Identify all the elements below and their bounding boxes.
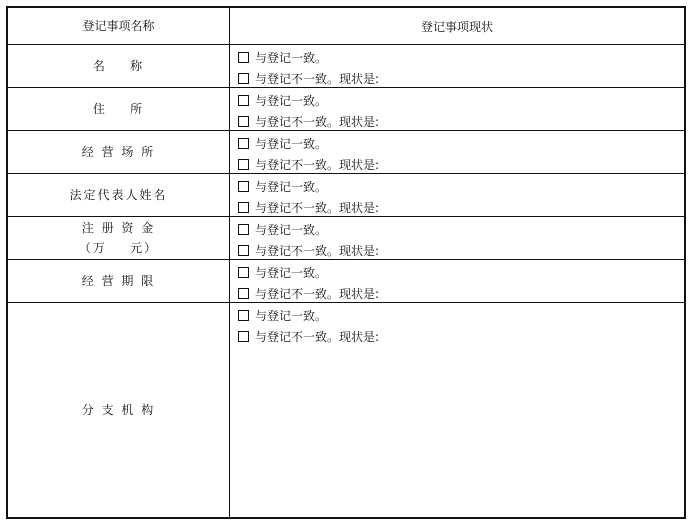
row-label: 住 所 [92,102,145,116]
option-inconsistent[interactable] [238,326,379,346]
option-inconsistent[interactable] [238,283,379,303]
checkbox-icon[interactable] [238,310,249,321]
checkbox-icon[interactable] [238,159,249,170]
option-inconsistent[interactable] [238,154,379,174]
table-row-address [8,88,684,131]
option-inconsistent-label: 与登记不一致。现状是: [255,114,380,129]
row-label-cell [8,217,230,259]
row-status-cell [230,260,684,302]
row-label: 分 支 机 构 [81,403,156,417]
option-consistent-label: 与登记一致。 [255,136,328,151]
checkbox-icon[interactable] [238,267,249,278]
row-label-cell [8,303,230,517]
row-status-cell [230,88,684,130]
option-consistent[interactable] [238,305,327,325]
option-consistent-label: 与登记一致。 [255,179,328,194]
row-label-cell [8,88,230,130]
checkbox-icon[interactable] [238,245,249,256]
checkbox-icon[interactable] [238,116,249,127]
option-inconsistent-label: 与登记不一致。现状是: [255,200,380,215]
checkbox-icon[interactable] [238,73,249,84]
checkbox-icon[interactable] [238,224,249,235]
option-consistent[interactable] [238,219,327,239]
checkbox-icon[interactable] [238,181,249,192]
row-label-cell [8,174,230,216]
checkbox-icon[interactable] [238,331,249,342]
row-status-cell [230,131,684,173]
row-status-cell [230,303,684,517]
option-inconsistent-label: 与登记不一致。现状是: [255,329,380,344]
checkbox-icon[interactable] [238,138,249,149]
table-row-legal-representative [8,174,684,217]
option-consistent-label: 与登记一致。 [255,222,328,237]
option-consistent[interactable] [238,90,327,110]
row-label-unit: （万 元） [78,241,159,255]
registration-form-table [6,6,686,519]
row-label: 注 册 资 金 [81,221,156,235]
header-item-name: 登记事项名称 [82,19,155,33]
checkbox-icon[interactable] [238,202,249,213]
option-inconsistent-label: 与登记不一致。现状是: [255,71,380,86]
header-item-status-cell [230,8,684,44]
row-status-cell [230,217,684,259]
row-label-cell [8,45,230,87]
row-label-cell [8,131,230,173]
table-row-branches [8,303,684,517]
row-status-cell [230,45,684,87]
option-inconsistent-label: 与登记不一致。现状是: [255,286,380,301]
header-item-status: 登记事项现状 [420,19,493,34]
checkbox-icon[interactable] [238,95,249,106]
header-item-name-cell [8,8,230,44]
option-inconsistent-label: 与登记不一致。现状是: [255,243,380,258]
row-label: 经 营 期 限 [81,274,156,288]
option-consistent[interactable] [238,133,327,153]
row-label-cell [8,260,230,302]
row-label: 名 称 [92,59,145,73]
row-label: 经 营 场 所 [81,145,156,159]
row-status-cell [230,174,684,216]
table-row-business-premises [8,131,684,174]
option-consistent-label: 与登记一致。 [255,93,328,108]
table-row-business-term [8,260,684,303]
checkbox-icon[interactable] [238,288,249,299]
row-label: 法定代表人姓名 [69,188,168,202]
option-consistent[interactable] [238,47,327,67]
option-inconsistent[interactable] [238,68,379,88]
option-consistent[interactable] [238,176,327,196]
table-row-registered-capital [8,217,684,260]
table-header-row [8,8,684,45]
option-inconsistent-label: 与登记不一致。现状是: [255,157,380,172]
option-inconsistent[interactable] [238,111,379,131]
checkbox-icon[interactable] [238,52,249,63]
option-consistent-label: 与登记一致。 [255,50,328,65]
option-consistent-label: 与登记一致。 [255,308,328,323]
option-consistent-label: 与登记一致。 [255,265,328,280]
option-inconsistent[interactable] [238,197,379,217]
option-consistent[interactable] [238,262,327,282]
table-row-name [8,45,684,88]
option-inconsistent[interactable] [238,240,379,260]
